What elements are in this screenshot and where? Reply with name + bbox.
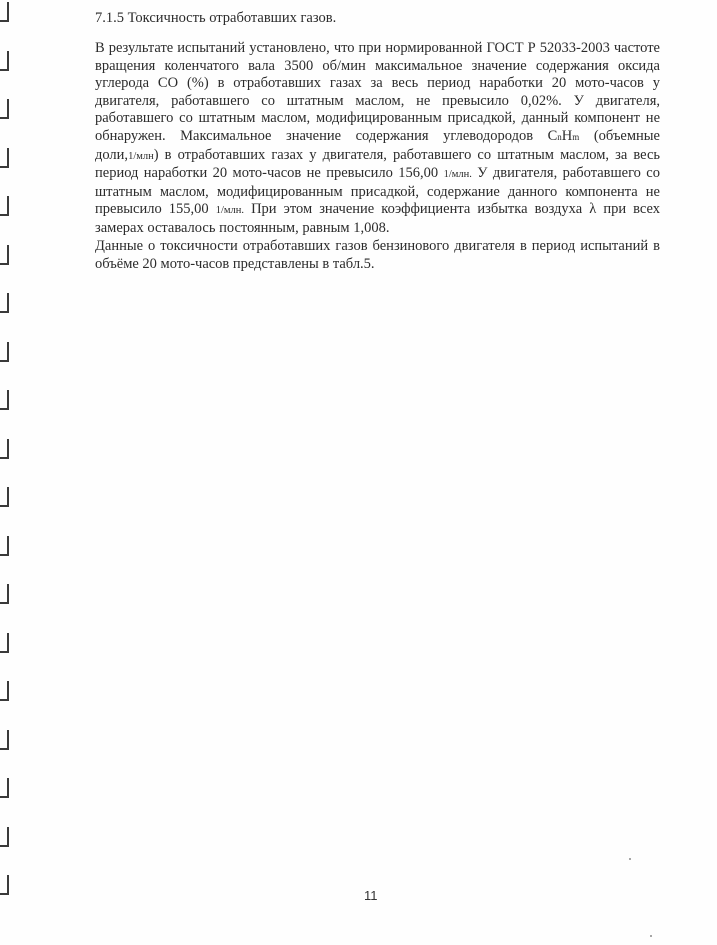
binding-ring xyxy=(0,99,14,119)
binding-ring xyxy=(0,681,14,701)
binding-ring xyxy=(0,439,14,459)
binding-ring xyxy=(0,633,14,653)
binding-ring xyxy=(0,536,14,556)
paragraph-line: объёме 20 мото-часов представлены в табл.5. xyxy=(95,255,375,272)
paragraph-table-reference xyxy=(95,238,660,273)
binding-ring xyxy=(0,390,14,410)
section-heading: 7.1.5 Токсичность отработавших газов. xyxy=(95,10,337,26)
binding-ring xyxy=(0,778,14,798)
binding-ring xyxy=(0,730,14,750)
paragraph-line-units: период наработки 20 мото-часов не превысило 156,00 1/млн. У двигателя, работавшего со xyxy=(95,165,660,182)
paragraph-line: Данные о токсичности отработавших газов бензинового двигателя в период испытаний в xyxy=(95,238,660,254)
hydrocarbon-formula: CnHm xyxy=(547,127,580,144)
binding-ring xyxy=(0,487,14,507)
binding-ring xyxy=(0,827,14,847)
binding-ring xyxy=(0,2,14,22)
binding-ring xyxy=(0,875,14,895)
binding-ring xyxy=(0,342,14,362)
unit-ppm: 1/млн. xyxy=(443,169,472,181)
paragraph-line: В результате испытаний установлено, что при нормированной ГОСТ Р 52033-2003 частоте xyxy=(95,40,660,56)
binding-ring xyxy=(0,245,14,265)
paragraph-line-text: (объемные xyxy=(593,127,660,144)
binding-ring xyxy=(0,584,14,604)
binding-ring xyxy=(0,148,14,168)
paragraph-line-units: доли,1/млн) в отработавших газах у двигателя, работавшего со штатным маслом, за весь xyxy=(95,146,660,163)
scan-speck xyxy=(650,935,652,937)
paragraph-line: работавшего со штатным маслом, модифицированным присадкой, данный компонент не xyxy=(95,110,660,127)
binding-ring xyxy=(0,293,14,313)
paragraph-line: вращения коленчатого вала 3500 об/мин максимальное значение содержания оксида xyxy=(95,57,660,74)
paragraph-line: двигателя, работавшего со штатным маслом, не превысило 0,02%. У двигателя, xyxy=(95,92,660,109)
paragraph-line: углерода СО (%) в отработавших газах за весь период наработки 20 мото-часов у xyxy=(95,75,660,92)
paragraph-co-hc-results xyxy=(95,40,660,238)
unit-ppm: 1/млн. xyxy=(215,205,245,217)
unit-ppm: 1/млн xyxy=(128,150,154,162)
paragraph-line-hc xyxy=(95,128,660,147)
paragraph-line: замерах оставалось постоянным, равным 1,008. xyxy=(95,219,390,236)
binding-ring xyxy=(0,51,14,71)
paragraph-line: штатным маслом, модифицированным присадкой, содержание данного компонента не xyxy=(95,183,660,200)
page-number: 11 xyxy=(364,888,378,903)
scan-speck xyxy=(629,858,631,860)
paragraph-line-units: превысило 155,00 1/млн. При этом значение коэффициента избытка воздуха λ при всех xyxy=(95,201,661,218)
paragraph-line-text: обнаружен. Максимальное значение содержания углеводородов xyxy=(95,127,534,144)
binding-ring xyxy=(0,196,14,216)
spiral-binding xyxy=(0,0,16,945)
